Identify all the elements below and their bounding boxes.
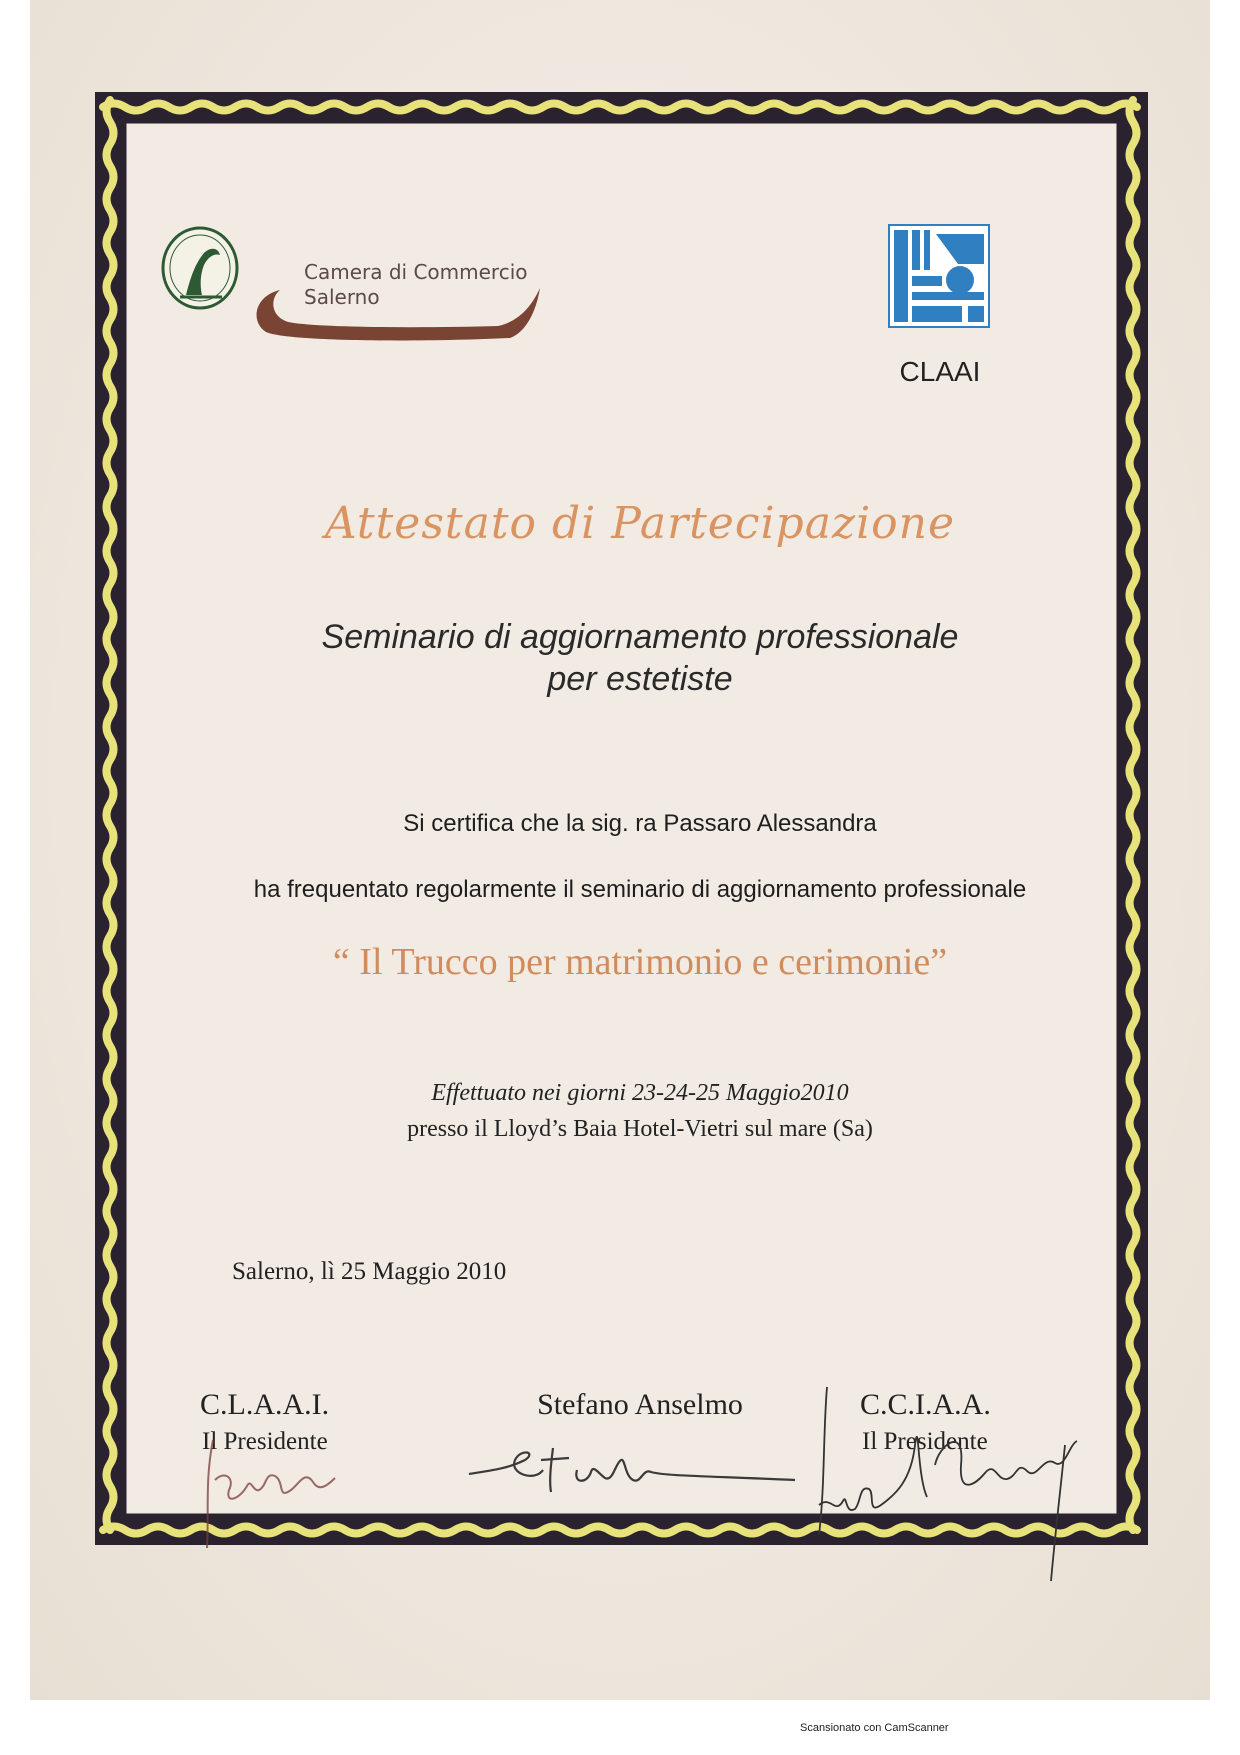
middle-handwritten-signature bbox=[465, 1430, 815, 1510]
right-handwritten-signature bbox=[815, 1385, 1085, 1585]
chamber-name-line1: Camera di Commercio bbox=[304, 260, 528, 284]
left-signatory-org: C.L.A.A.I. bbox=[200, 1388, 330, 1421]
left-signatory-role: Il Presidente bbox=[202, 1428, 328, 1455]
certify-line: Si certifica che la sig. ra Passaro Alessandra bbox=[403, 810, 877, 837]
left-handwritten-signature bbox=[195, 1420, 355, 1560]
course-title: “ Il Trucco per matrimonio e cerimonie” bbox=[332, 941, 948, 983]
right-signatory-role: Il Presidente bbox=[862, 1428, 988, 1455]
dates-line: Effettuato nei giorni 23-24-25 Maggio2010 bbox=[431, 1080, 849, 1106]
subtitle-line2: per estetiste bbox=[547, 660, 733, 698]
chamber-seal-logo bbox=[160, 225, 240, 311]
middle-signatory-name: Stefano Anselmo bbox=[537, 1388, 743, 1421]
chamber-swoosh-logo bbox=[248, 282, 548, 352]
place-date: Salerno, lì 25 Maggio 2010 bbox=[232, 1258, 507, 1285]
scanner-note: Scansionato con CamScanner bbox=[800, 1722, 949, 1734]
certificate-title: Attestato di Partecipazione bbox=[324, 498, 956, 549]
claai-label: CLAAI bbox=[899, 356, 981, 387]
attendance-line: ha frequentato regolarmente il seminario di aggiornamento professionale bbox=[253, 876, 1027, 903]
claai-logo bbox=[888, 224, 990, 328]
chamber-name-line2: Salerno bbox=[304, 285, 380, 309]
venue-line: presso il Lloyd’s Baia Hotel-Vietri sul mare (Sa) bbox=[407, 1116, 873, 1142]
right-signatory-org: C.C.I.A.A. bbox=[860, 1388, 991, 1421]
certificate-subtitle bbox=[200, 616, 1080, 700]
subtitle-line1: Seminario di aggiornamento professionale bbox=[321, 618, 959, 656]
